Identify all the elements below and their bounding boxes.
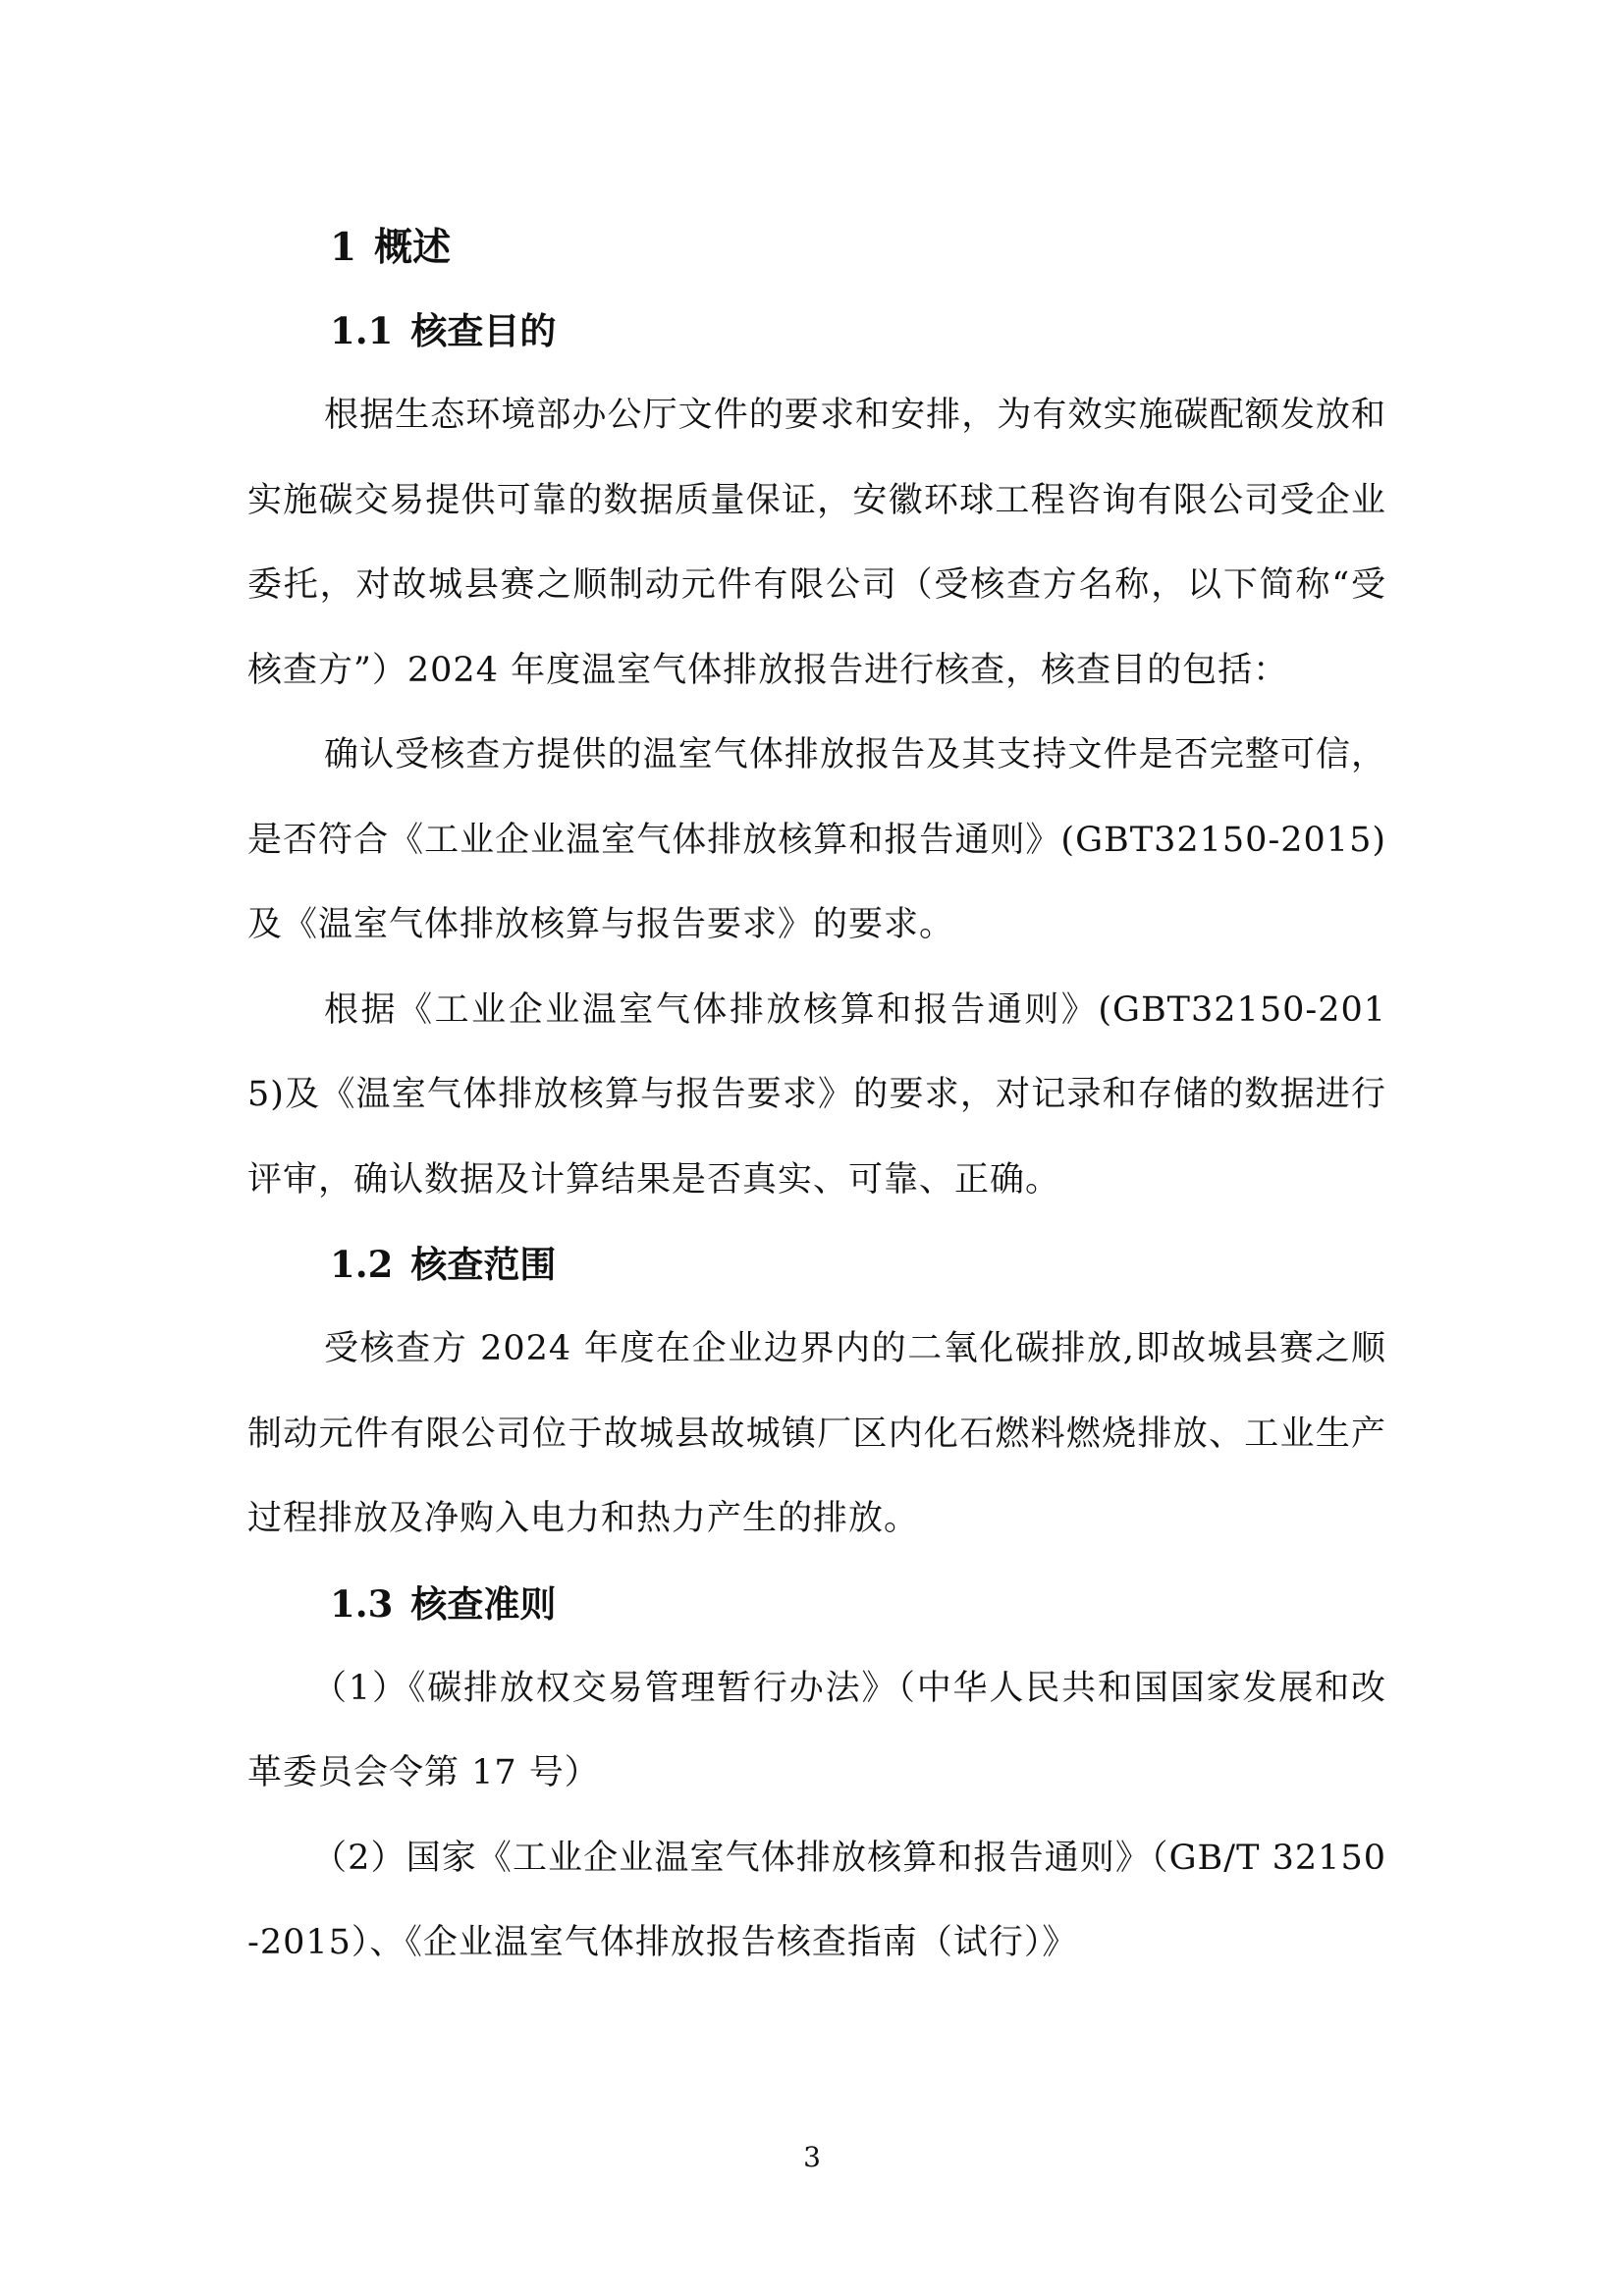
paragraph: 根据生态环境部办公厅文件的要求和安排，为有效实施碳配额发放和实施碳交易提供可靠的数据质量保证，安徽环球工程咨询有限公司受企业委托，对故城县赛之顺制动元件有限公司（受核查方名称，以下简称“受核查方”）2024 年度温室气体排放报告进行核查，核查目的包括： bbox=[247, 396, 1386, 690]
section-title: 核查准则 bbox=[410, 1581, 557, 1626]
section-title: 核查目的 bbox=[410, 309, 557, 352]
section-number: 1.2 bbox=[330, 1243, 394, 1286]
paragraph: 确认受核查方提供的温室气体排放报告及其支持文件是否完整可信，是否符合《工业企业温室气体排放核算和报告通则》(GBT32150-2015)及《温室气体排放核算与报告要求》的要求。 bbox=[247, 735, 1386, 944]
section-1-3-heading bbox=[247, 1562, 1386, 1646]
section-1-heading bbox=[247, 206, 1386, 289]
document-body bbox=[247, 206, 1386, 1986]
section-title: 概述 bbox=[374, 225, 452, 270]
section-number: 1.3 bbox=[330, 1581, 394, 1626]
section-1-1-heading bbox=[247, 289, 1386, 373]
paragraph: 根据《工业企业温室气体排放核算和报告通则》(GBT32150-2015)及《温室气体排放核算与报告要求》的要求，对记录和存储的数据进行评审，确认数据及计算结果是否真实、可靠、正确。 bbox=[247, 989, 1386, 1200]
list-item: （2）国家《工业企业温室气体排放核算和报告通则》（GB/T 32150-2015）、《企业温室气体排放报告核查指南（试行）》 bbox=[247, 1838, 1386, 1962]
section-title: 核查范围 bbox=[410, 1243, 557, 1286]
paragraph: 受核查方 2024 年度在企业边界内的二氧化碳排放,即故城县赛之顺制动元件有限公司位于故城县故城镇厂区内化石燃料燃烧排放、工业生产过程排放及净购入电力和热力产生的排放。 bbox=[247, 1329, 1386, 1538]
section-number: 1.1 bbox=[330, 309, 394, 352]
page-number: 3 bbox=[803, 2141, 821, 2173]
list-item: （1）《碳排放权交易管理暂行办法》（中华人民共和国国家发展和改革委员会令第 17 号） bbox=[247, 1668, 1386, 1792]
section-number: 1 bbox=[330, 225, 357, 270]
section-1-2-heading bbox=[247, 1222, 1386, 1307]
